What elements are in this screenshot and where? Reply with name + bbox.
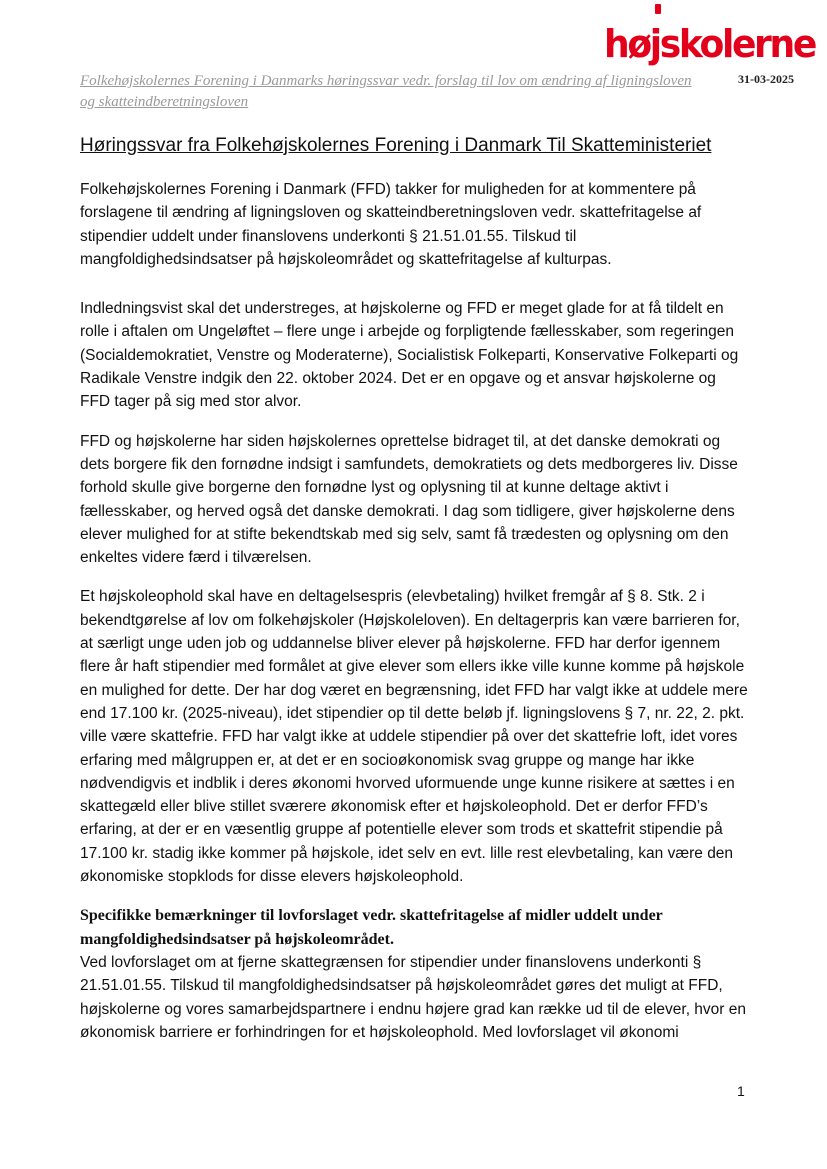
hojskolerne-logo: højskolerne xyxy=(604,22,815,66)
document-title: Høringssvar fra Folkehøjskolernes Forening i Danmark Til Skatteministeriet xyxy=(80,135,712,156)
paragraph-demokrati: FFD og højskolerne har siden højskolernes oprettelse bidraget til, at det danske demokrati og dets borgere fik den fornødne indsigt i samfundets, demokratiets og dets medborgeres liv. Disse forhold skulle give borgerne den fornødne lyst og oplysning til at kunne deltage aktivt i fællesskaber, og herved også det danske demokrati. I dag som tidligere, giver højskolerne dens elever mulighed for at stifte bekendtskab med sig selv, samt få trædesten og oplysning om den enkeltes videre færd i tilværelsen. xyxy=(80,432,738,567)
paragraph-ungeloeftet: Indledningsvist skal det understreges, at højskolerne og FFD er meget glade for at få tildelt en rolle i aftalen om Ungeløftet – flere unge i arbejde og forpligtende fællesskaber, som regeringen (Socialdemokratiet, Venstre og Moderaterne), Socialistisk Folkeparti, Konservative Folkeparti og Radikale Venstre indgik den 22. oktober 2024. Det er en opgave og et ansvar højskolerne og FFD tager på sig med stor alvor. xyxy=(80,300,739,411)
section-subheading: Specifikke bemærkninger til lovforslaget vedr. skattefritagelse af midler uddelt under mangfoldighedsindsatser på højskoleområdet. xyxy=(80,907,663,948)
paragraph-deltagelsespris: Et højskoleophold skal have en deltagelsespris (elevbetaling) hvilket fremgår af § 8. Stk. 2 i bekendtgørelse af lov om folkehøjskoler (Højskoleloven). En deltagerpris kan være barrieren for, at særligt unge uden job og uddannelse bliver elever på højskolerne. FFD har derfor igennem flere år haft stipendier med formålet at give elever som ellers ikke ville kunne komme på højskole en mulighed for dette. Der har dog været en begrænsning, idet FFD har valgt ikke at uddele mere end 17.100 kr. (2025-niveau), idet stipendier op til dette beløb jf. ligningslovens § 7, nr. 22, 2. pkt. ville være skattefrie. FFD har valgt ikke at uddele stipendier på over det skattefrie loft, idet vores erfaring med målgruppen er, at det er en socioøkonomisk svag gruppe og mange har ikke nødvendigvis et indblik i deres økonomi hvorved uformuende unge kunne risikere at sættes i en skattegæld eller blive stillet sværere økonomisk efter et højskoleophold. Det er derfor FFD’s erfaring, at der er en væsentlig gruppe af potentielle elever som trods et skattefrit stipendie på 17.100 kr. stadig ikke kommer på højskole, idet selv en evt. lille rest elevbetaling, kan være den økonomiske stopklods for disse elevers højskoleophold. xyxy=(80,588,748,886)
paragraph-lovforslag: Ved lovforslaget om at fjerne skattegrænsen for stipendier under finanslovens underkonti § 21.51.01.55. Tilskud til mangfoldighedsindsatser på højskoleområdet gøres det muligt at FFD, højskolerne og vores samarbejdspartnere i endnu højere grad kan række ud til de elever, hvor en økonomisk barriere er forhindringen for et højskoleophold. Med lovforslaget vil økonomi xyxy=(80,953,747,1041)
document-date: 31-03-2025 xyxy=(738,72,794,86)
paragraph-intro: Folkehøjskolernes Forening i Danmark (FFD) takker for muligheden for at kommentere på forslagene til ændring af ligningsloven og skatteindberetningsloven vedr. skattefritagelse af stipendier uddelt under finanslovens underkonti § 21.51.01.55. Tilskud til mangfoldighedsindsatser på højskoleområdet og skattefritagelse af kulturpas. xyxy=(80,181,702,268)
page-number: 1 xyxy=(737,1083,745,1099)
document-body xyxy=(80,178,748,1060)
logo-accent xyxy=(655,4,661,14)
document-subject: Folkehøjskolernes Forening i Danmarks høringssvar vedr. forslag til lov om ændring af ligningsloven og skatteindberetningsloven xyxy=(80,73,692,110)
